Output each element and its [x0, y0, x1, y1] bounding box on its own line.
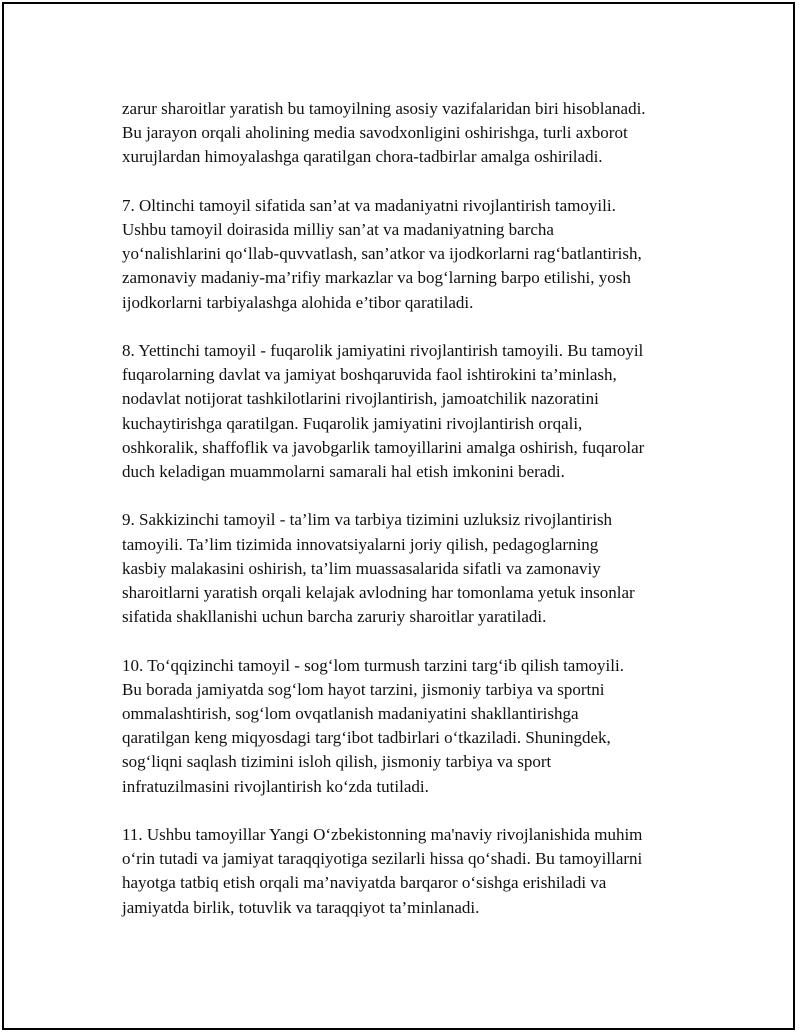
- text-line: sog‘liqni saqlash tizimini isloh qilish, jismoniy tarbiya va sport: [122, 752, 552, 772]
- text-line: ommalashtirish, sog‘lom ovqatlanish madaniyatini shakllantirishga: [122, 704, 579, 724]
- text-line: sifatida shakllanishi uchun barcha zaruriy sharoitlar yaratiladi.: [122, 607, 547, 627]
- text-line: Bu borada jamiyatda sog‘lom hayot tarzini, jismoniy tarbiya va sportni: [122, 679, 605, 699]
- text-line: oshkoralik, shaffoflik va javobgarlik tamoyillarini amalga oshirish, fuqarolar: [122, 437, 645, 457]
- text-line: ijodkorlarni tarbiyalashga alohida e’tibor qaratiladi.: [122, 292, 474, 312]
- document-body: [122, 97, 702, 944]
- text-line: yo‘nalishlarini qo‘llab-quvvatlash, san’atkor va ijodkorlarni rag‘batlantirish,: [122, 244, 642, 264]
- text-line: Ushbu tamoyil doirasida milliy san’at va madaniyatning barcha: [122, 220, 554, 239]
- paragraph: [122, 339, 702, 484]
- text-line: 7. Oltinchi tamoyil sifatida san’at va madaniyatni rivojlantirish tamoyili.: [122, 195, 616, 215]
- paragraph: [122, 97, 702, 170]
- text-line: kasbiy malakasini oshirish, ta’lim muassasalarida sifatli va zamonaviy: [122, 558, 601, 578]
- paragraph: [122, 508, 702, 629]
- paragraph: [122, 194, 702, 315]
- paragraph: [122, 654, 702, 799]
- text-line: xurujlardan himoyalashga qaratilgan chora-tadbirlar amalga oshiriladi.: [122, 147, 603, 167]
- text-line: 9. Sakkizinchi tamoyil - ta’lim va tarbiya tizimini uzluksiz rivojlantirish: [122, 510, 613, 530]
- text-line: fuqarolarning davlat va jamiyat boshqaruvida faol ishtirokini ta’minlash,: [122, 365, 617, 385]
- text-line: hayotga tatbiq etish orqali ma’naviyatda barqaror o‘sishga erishiladi va: [122, 873, 607, 893]
- text-line: nodavlat notijorat tashkilotlarini rivojlantirish, jamoatchilik nazoratini: [122, 389, 599, 409]
- text-line: sharoitlarni yaratish orqali kelajak avlodning har tomonlama yetuk insonlar: [122, 583, 635, 603]
- text-line: Bu jarayon orqali aholining media savodxonligini oshirishga, turli axborot: [122, 123, 628, 143]
- text-line: kuchaytirishga qaratilgan. Fuqarolik jamiyatini rivojlantirish orqali,: [122, 413, 583, 433]
- page-frame: [2, 2, 795, 1030]
- text-line: zarur sharoitlar yaratish bu tamoyilning asosiy vazifalaridan biri hisoblanadi.: [122, 99, 646, 118]
- text-line: duch keladigan muammolarni samarali hal etish imkonini beradi.: [122, 462, 565, 482]
- text-line: infratuzilmasini rivojlantirish ko‘zda tutiladi.: [122, 776, 429, 796]
- text-line: zamonaviy madaniy-ma’rifiy markazlar va bog‘larning barpo etilishi, yosh: [122, 268, 631, 288]
- text-line: 8. Yettinchi tamoyil - fuqarolik jamiyatini rivojlantirish tamoyili. Bu tamoyil: [122, 341, 644, 360]
- text-line: qaratilgan keng miqyosdagi targ‘ibot tadbirlari o‘tkaziladi. Shuningdek,: [122, 728, 611, 748]
- text-line: o‘rin tutadi va jamiyat taraqqiyotiga sezilarli hissa qo‘shadi. Bu tamoyillarni: [122, 849, 643, 869]
- text-line: tamoyili. Ta’lim tizimida innovatsiyalarni joriy qilish, pedagoglarning: [122, 534, 599, 554]
- text-line: 11. Ushbu tamoyillar Yangi O‘zbekistonning ma'naviy rivojlanishida muhim: [122, 825, 643, 845]
- paragraph: [122, 823, 702, 920]
- text-line: jamiyatda birlik, totuvlik va taraqqiyot ta’minlanadi.: [122, 897, 480, 917]
- text-line: 10. To‘qqizinchi tamoyil - sog‘lom turmush tarzini targ‘ib qilish tamoyili.: [122, 655, 624, 675]
